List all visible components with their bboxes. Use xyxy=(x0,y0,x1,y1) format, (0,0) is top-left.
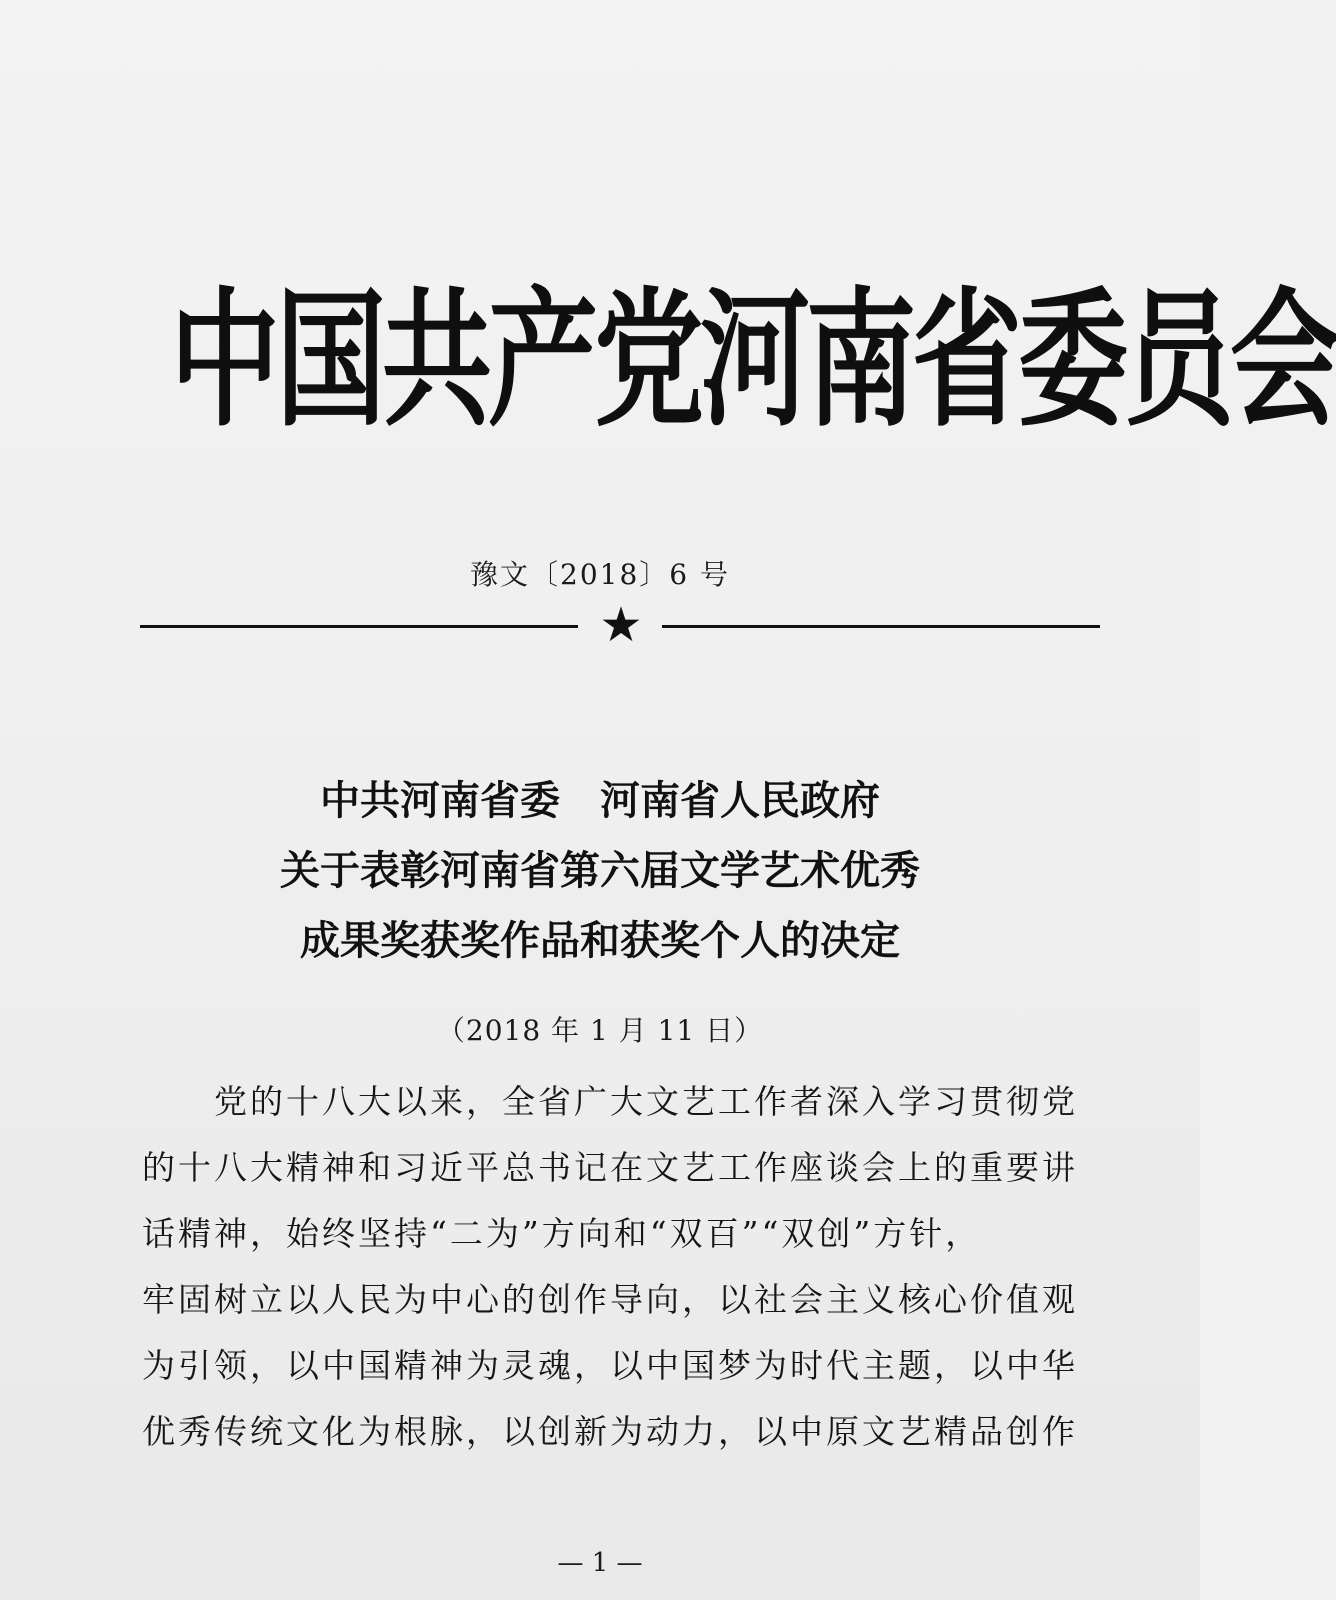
body-line-2: 的十八大精神和习近平总书记在文艺工作座谈会上的重要讲 xyxy=(142,1148,1078,1187)
divider-line-left xyxy=(140,625,578,628)
body-line-1: 党的十八大以来，全省广大文艺工作者深入学习贯彻党 xyxy=(142,1082,1078,1121)
body-line-4: 牢固树立以人民为中心的创作导向，以社会主义核心价值观 xyxy=(142,1280,1078,1319)
document-number: 豫文〔2018〕6 号 xyxy=(470,558,730,591)
decision-title-line-3: 成果奖获奖作品和获奖个人的决定 xyxy=(300,918,900,964)
decision-title-line-1: 中共河南省委 河南省人民政府 xyxy=(320,778,880,824)
body-line-3: 话精神，始终坚持“二为”方向和“双百”“双创”方针， xyxy=(142,1214,982,1253)
page-number: — 1 — xyxy=(557,1548,643,1578)
body-line-5: 为引领，以中国精神为灵魂，以中国梦为时代主题，以中华 xyxy=(142,1346,1078,1385)
decision-date: （2018 年 1 月 11 日） xyxy=(436,1014,764,1047)
divider-line-right xyxy=(662,625,1100,628)
body-line-6: 优秀传统文化为根脉，以创新为动力，以中原文艺精品创作 xyxy=(142,1412,1078,1451)
decision-title-line-2: 关于表彰河南省第六届文学艺术优秀 xyxy=(280,848,920,894)
issuing-authority-title: 中国共产党河南省委员会 xyxy=(170,273,1336,447)
star-icon: ★ xyxy=(599,597,643,653)
